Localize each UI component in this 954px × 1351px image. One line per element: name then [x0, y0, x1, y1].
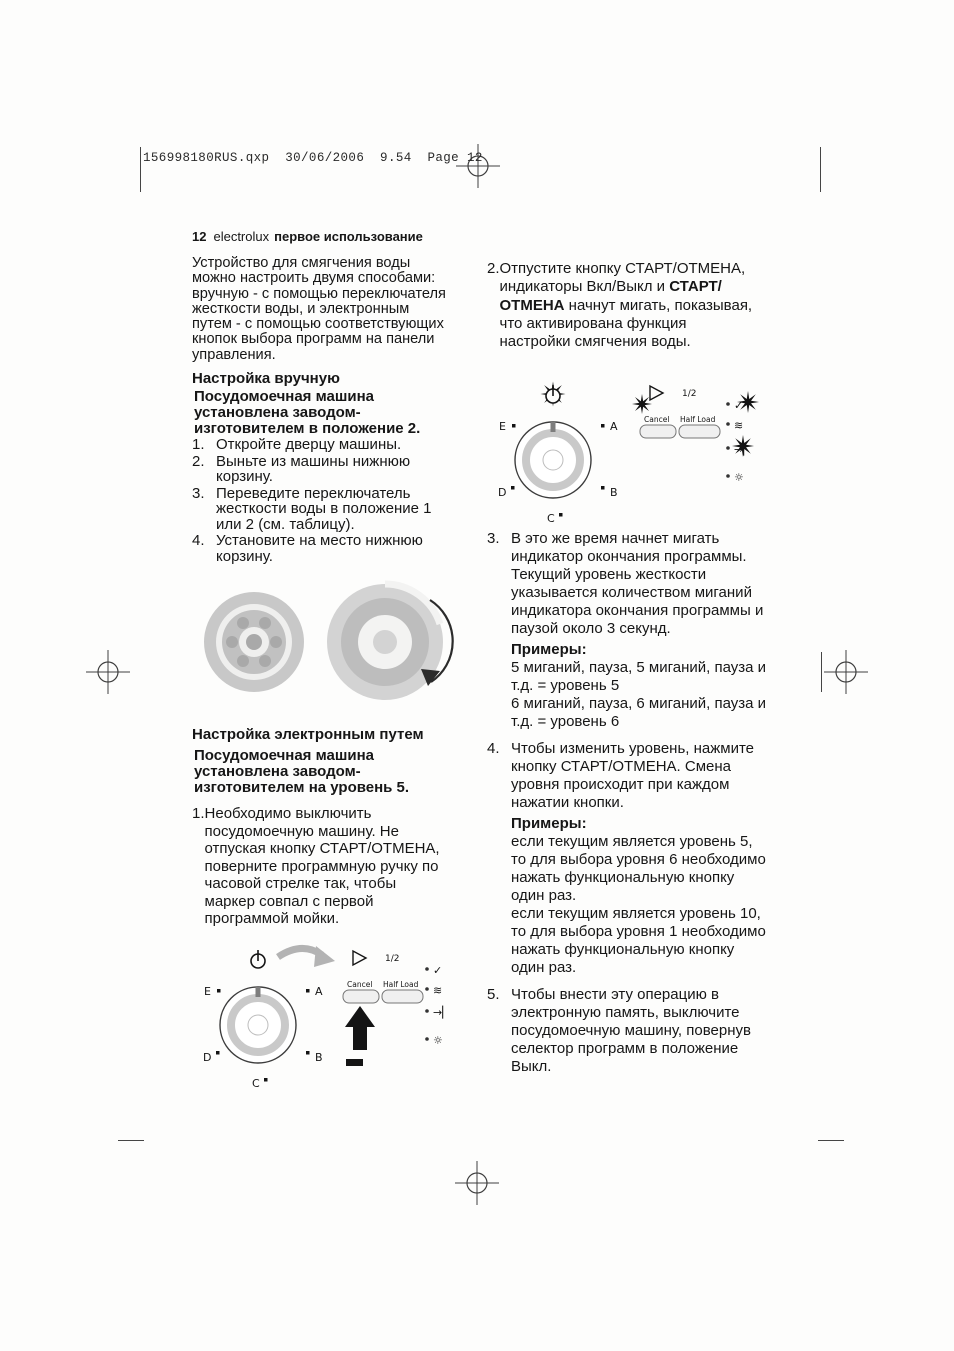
crop-mark-bottom-right	[818, 1140, 844, 1141]
play-icon	[650, 386, 663, 400]
step-text: Чтобы изменить уровень, нажмите кнопку СТАРТ/ОТМЕНА. Смена уровня происходит при каждом нажатии кнопки.	[511, 740, 754, 811]
heading-manual-setting: Настройка вручную	[192, 370, 340, 387]
step-number: 2.	[487, 260, 500, 277]
step-number: 3.	[487, 530, 500, 547]
step-number: 2.	[192, 452, 205, 470]
page-header	[192, 229, 423, 244]
step-4	[487, 740, 797, 977]
half-load-button-label: Half Load	[383, 980, 419, 989]
dial-label-e: E	[499, 420, 506, 433]
intro-paragraph: Устройство для смягчения воды можно настроить двумя способами: вручную - с помощью переключателя жесткости воды, и электронным путем - с помощью соответствующих кнопок выбора программ на панели управления.	[192, 255, 446, 363]
salt-icon: ≋	[734, 419, 744, 432]
page-number: 12	[192, 229, 207, 244]
dial-label-b: B	[315, 1051, 323, 1064]
step-content	[511, 740, 771, 977]
half-load-button	[382, 990, 423, 1003]
softener-dial-illustration	[192, 572, 464, 718]
section-title: первое использование	[274, 229, 423, 244]
examples-label: Примеры:	[511, 815, 587, 832]
step-5	[487, 986, 797, 1076]
step-number: 1.	[192, 436, 205, 453]
step-text: Необходимо выключить посудомоечную машину. Не отпуская кнопку СТАРТ/ОТМЕНА, поверните программную ручку по часовой стрелке так, чтобы маркер совпал с первой программой мойки.	[204, 805, 440, 927]
step-text	[500, 260, 758, 351]
registration-mark-left	[86, 650, 130, 694]
crop-mark-top-left	[140, 147, 141, 192]
dial-label-c: C	[547, 512, 555, 525]
step-2	[487, 260, 797, 351]
step-text: Чтобы внести эту операцию в электронную память, выключите посудомоечную машину, повернув селектор программ в положение Выкл.	[511, 986, 751, 1075]
brand-name: electrolux	[213, 229, 270, 244]
step-text: Выньте из машины нижнюю корзину.	[216, 452, 411, 485]
registration-mark-right	[824, 650, 868, 694]
list-item	[192, 437, 460, 453]
step-text: Переведите переключатель жесткости воды в положение 1 или 2 (см. таблицу).	[216, 484, 432, 533]
end-of-program-icon: →▏	[734, 443, 752, 456]
manual-steps-list	[192, 437, 460, 565]
step-text-part: Отпустите кнопку СТАРТ/ОТМЕНА, индикаторы Вкл/Выкл и	[499, 260, 746, 296]
press-arrow-icon	[345, 1006, 375, 1050]
dial-label-a: A	[315, 985, 323, 998]
rinse-aid-icon: ✓	[433, 964, 443, 977]
program-dial	[515, 422, 591, 498]
rinse-aid-icon: ✓	[734, 399, 744, 412]
cancel-button	[640, 425, 676, 438]
half-load-button-label: Half Load	[680, 415, 716, 424]
example-text: 5 миганий, пауза, 5 миганий, пауза и т.д. = уровень 5	[511, 659, 767, 694]
power-icon	[251, 950, 265, 968]
power-icon	[546, 385, 560, 403]
crop-mark-bottom-left	[118, 1140, 144, 1141]
hold-marker	[346, 1059, 363, 1066]
dial-label-d: D	[498, 486, 507, 499]
dial-label-b: B	[610, 486, 618, 499]
drying-icon: ☼	[433, 1034, 443, 1047]
print-info: 156998180RUS.qxp 30/06/2006 9.54 Page 12	[143, 151, 483, 165]
crop-mark-mid-right	[821, 652, 822, 692]
right-column-steps	[487, 530, 797, 1085]
examples-label: Примеры:	[511, 641, 587, 658]
cancel-button	[343, 990, 379, 1003]
example-text: если текущим является уровень 5, то для выбора уровня 6 необходимо нажать функциональную кнопку один раз.	[511, 833, 766, 904]
step-text: Откройте дверцу машины.	[216, 436, 402, 453]
subheading-manual-setting: Посудомоечная машина установлена заводом-изготовителем в положение 2.	[194, 388, 421, 438]
dial-label-e: E	[204, 985, 211, 998]
drying-icon: ☼	[734, 471, 744, 484]
example-text: если текущим является уровень 10, то для выбора уровня 1 необходимо нажать функциональную кнопку один раз.	[511, 905, 766, 976]
list-item	[192, 454, 460, 485]
program-dial	[220, 987, 296, 1063]
step-text: Установите на место нижнюю корзину.	[216, 532, 423, 565]
end-of-program-icon: →▏	[433, 1006, 451, 1019]
step-number: 1.	[192, 805, 205, 822]
control-panel-diagram-press	[190, 943, 490, 1095]
control-panel-diagram-flashing	[487, 378, 787, 528]
crop-mark-top-right	[820, 147, 821, 192]
step-number: 3.	[192, 484, 205, 502]
step-text-part: начнут мигать, показывая, что активирована функция настройки смягчения воды.	[499, 296, 753, 351]
list-item	[192, 533, 460, 564]
start-cancel-bold: СТАРТ/ОТМЕНА	[499, 278, 722, 314]
half-load-icon: 1/2	[385, 954, 400, 964]
subheading-electronic-setting: Посудомоечная машина установлена заводом-изготовителем на уровень 5.	[194, 747, 410, 797]
cancel-button-label: Cancel	[644, 415, 670, 424]
salt-icon: ≋	[433, 984, 443, 997]
heading-electronic-setting: Настройка электронным путем	[192, 726, 424, 743]
flash-burst	[632, 394, 652, 414]
registration-mark-bottom	[455, 1161, 499, 1205]
step-content	[511, 530, 771, 731]
list-item	[192, 486, 460, 533]
step-number: 5.	[487, 986, 500, 1003]
half-load-button	[679, 425, 720, 438]
turn-clockwise-arrow	[278, 946, 335, 967]
dial-label-d: D	[203, 1051, 212, 1064]
half-load-icon: 1/2	[682, 389, 697, 399]
step-text: В это же время начнет мигать индикатор окончания программы. Текущий уровень жесткости указывается количеством миганий индикатора окончания программы и паузой около 3 секунд.	[511, 530, 764, 637]
example-text: 6 миганий, пауза, 6 миганий, пауза и т.д. = уровень 6	[511, 695, 767, 730]
step-3	[487, 530, 797, 731]
dial-label-a: A	[610, 420, 618, 433]
dial-label-c: C	[252, 1077, 260, 1090]
play-icon	[353, 951, 366, 965]
cancel-button-label: Cancel	[347, 980, 373, 989]
step-number: 4.	[192, 532, 205, 549]
electronic-step-1	[192, 805, 460, 928]
step-number: 4.	[487, 740, 500, 757]
